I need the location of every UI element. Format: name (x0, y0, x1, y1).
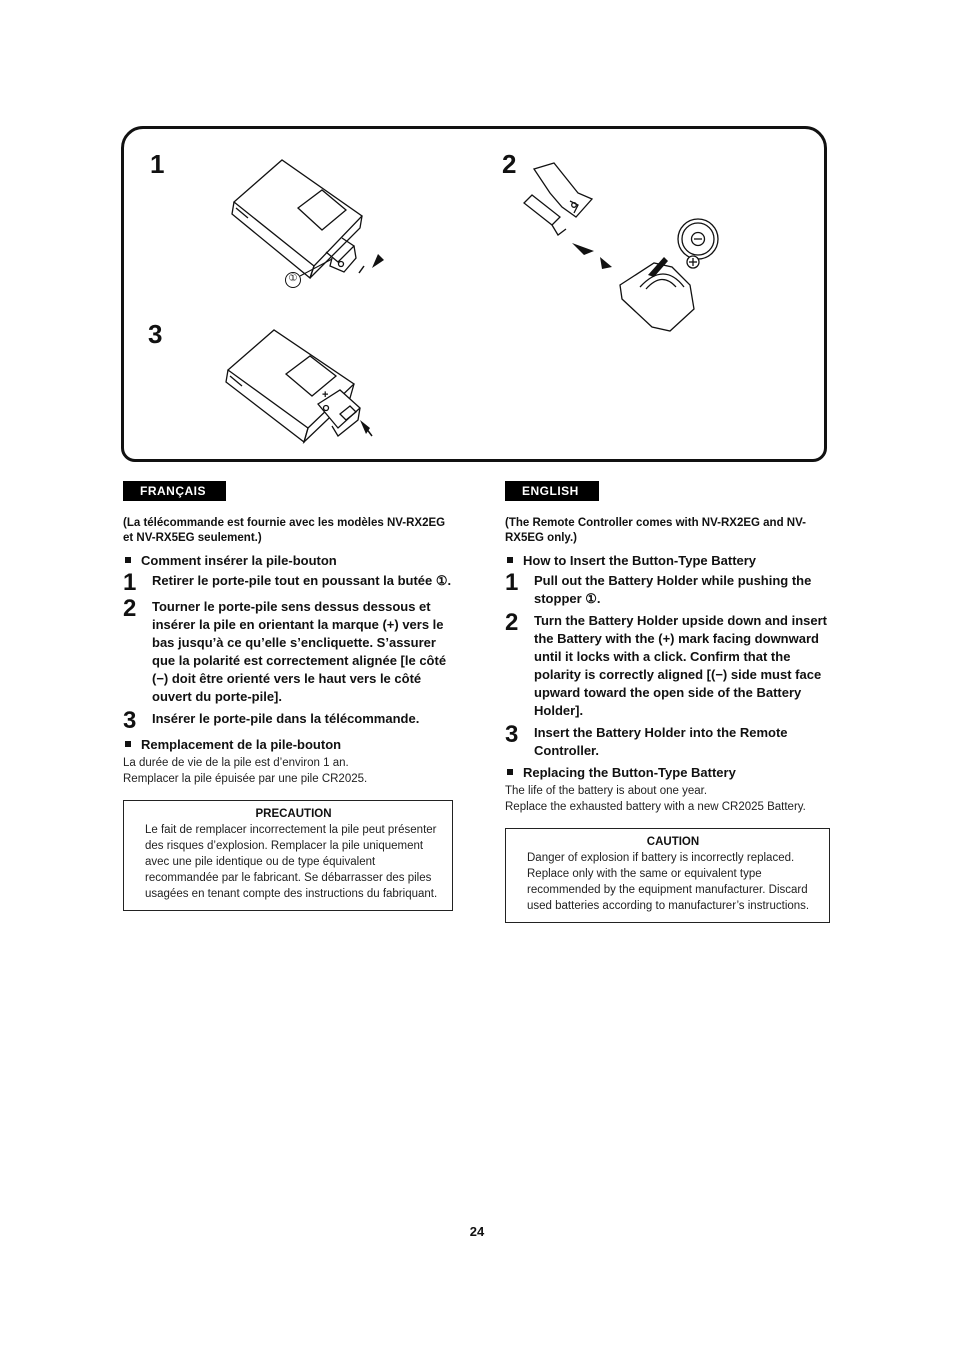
french-step-3 (123, 707, 453, 734)
english-step-1 (505, 569, 831, 608)
english-replace-heading-text: Replacing the Button-Type Battery (523, 765, 736, 780)
english-step-1-text: Pull out the Battery Holder while pushing the stopper ①. (534, 573, 812, 606)
french-language-tag: FRANÇAIS (123, 481, 226, 501)
figure-step-1-number: 1 (150, 149, 165, 179)
english-caution-text: Danger of explosion if battery is incorrectly replaced. Replace only with the same or equivalent type recommended by the equipment manufacturer. Discard used batteries according to manufacturer’s instructions. (527, 852, 810, 912)
figure-step-2-number: 2 (502, 149, 517, 179)
figure-step-3-number: 3 (148, 319, 163, 349)
english-step-3-text: Insert the Battery Holder into the Remote Controller. (534, 725, 788, 758)
stopper-marker-label: ① (288, 273, 298, 284)
english-replace-line-1: The life of the battery is about one year. (505, 785, 708, 797)
english-column (505, 481, 831, 923)
french-precaution-box (123, 800, 453, 911)
french-precaution-text: Le fait de remplacer incorrectement la pile peut présenter des risques d’explosion. Remplacer la pile uniquement avec une pile identique ou de type équivalent recommandée par le fabricant. Se débarrasser des piles usagées en tenant compte des instructions du fabriquant. (145, 824, 438, 900)
bullet-square-icon (507, 557, 513, 563)
english-step-2-text: Turn the Battery Holder upside down and insert the Battery with the (+) mark facing downward until it locks with a click. Confirm that the polarity is correctly aligned [(−) side must face upward toward the open side of the Battery Holder]. (534, 613, 828, 718)
english-replace-heading (505, 764, 831, 781)
french-intro: (La télécommande est fournie avec les modèles NV-RX2EG et NV-RX5EG seulement.) (123, 517, 446, 544)
french-replace-line-1: La durée de vie de la pile est d’environ 1 an. (123, 757, 349, 769)
english-step-2 (505, 609, 831, 720)
english-step-2-number: 2 (505, 609, 519, 636)
bullet-square-icon (125, 557, 131, 563)
french-how-to-heading (123, 552, 453, 569)
english-caution-box (505, 828, 830, 923)
english-step-3 (505, 721, 831, 760)
illustration-panel (121, 126, 827, 462)
french-column (123, 481, 453, 911)
french-replace-line-2: Remplacer la pile épuisée par une pile CR2025. (123, 772, 368, 785)
french-step-2-text: Tourner le porte-pile sens dessus dessous et insérer la pile en orientant la marque (+) vers le bas jusqu’à ce qu’elle s’encliquette. S’assurer que la polarité est correctement alignée [le côté (−) doit être orienté vers le haut vers le côté ouvert du porte-pile]. (152, 599, 447, 704)
english-caution-title: CAUTION (646, 836, 700, 848)
plus-mark-label: + (322, 389, 329, 401)
french-precaution-title: PRECAUTION (255, 808, 332, 820)
french-step-1-number: 1 (123, 569, 137, 596)
french-how-to-heading-text: Comment insérer la pile-bouton (141, 553, 337, 568)
english-step-1-number: 1 (505, 569, 519, 596)
french-replace-heading-text: Remplacement de la pile-bouton (141, 737, 342, 752)
english-replace-line-2: Replace the exhausted battery with a new CR2025 Battery. (505, 800, 806, 813)
english-how-to-heading (505, 552, 831, 569)
english-step-3-number: 3 (505, 721, 519, 748)
english-intro: (The Remote Controller comes with NV-RX2EG and NV-RX5EG only.) (505, 517, 806, 544)
english-how-to-heading-text: How to Insert the Button-Type Battery (523, 553, 757, 568)
bullet-square-icon (125, 741, 131, 747)
french-replace-heading (123, 736, 453, 753)
french-step-2-number: 2 (123, 595, 137, 622)
french-step-3-text: Insérer le porte-pile dans la télécommande. (152, 711, 420, 726)
french-step-3-number: 3 (123, 707, 137, 734)
french-step-1-text: Retirer le porte-pile tout en poussant la butée ①. (152, 573, 452, 588)
english-language-tag: ENGLISH (505, 481, 599, 501)
french-step-1 (123, 569, 453, 596)
french-step-2 (123, 595, 453, 706)
bullet-square-icon (507, 769, 513, 775)
page-number: 24 (469, 1224, 485, 1239)
remote-insert-illustration (214, 324, 394, 464)
battery-insert-illustration (514, 159, 744, 329)
